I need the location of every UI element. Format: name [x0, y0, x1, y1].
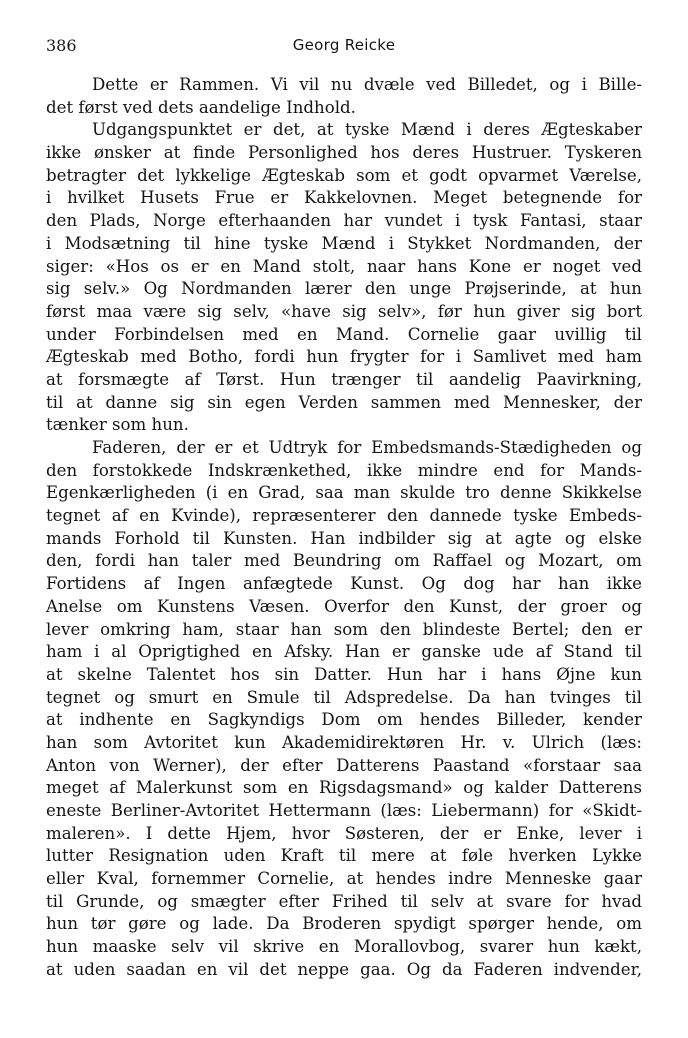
page-number: 386: [46, 36, 77, 55]
text-line: mands Forhold til Kunsten. Han indbilder sig at agte og elske: [46, 528, 642, 548]
text-line: Faderen, der er et Udtryk for Embedsmands-Stædigheden og: [92, 438, 642, 457]
text-line: ikke ønsker at finde Personlighed hos deres Hustruer. Tyskeren: [46, 143, 642, 163]
text-line: at indhente en Sagkyndigs Dom om hendes Billeder, kender: [46, 710, 642, 730]
text-line: Ægteskab med Botho, fordi hun frygter for i Samlivet med ham: [46, 347, 642, 367]
text-line: lutter Resignation uden Kraft til mere at føle hverken Lykke: [46, 846, 642, 866]
text-line: siger: «Hos os er en Mand stolt, naar hans Kone er noget ved: [46, 256, 642, 276]
text-line: Anton von Werner), der efter Datterens Paastand «forstaar saa: [46, 755, 642, 775]
text-line: tænker som hun.: [46, 415, 189, 435]
text-line: i hvilket Husets Frue er Kakkelovnen. Meget betegnende for: [46, 188, 642, 208]
text-line: til at danne sig sin egen Verden sammen med Mennesker, der: [46, 392, 642, 412]
text-line: betragter det lykkelige Ægteskab som et godt opvarmet Værelse,: [46, 165, 642, 185]
text-line: først maa være sig selv, «have sig selv», før hun giver sig bort: [46, 301, 642, 321]
text-line: Anelse om Kunstens Væsen. Overfor den Kunst, der groer og: [46, 596, 642, 616]
text-line: den Plads, Norge efterhaanden har vundet i tysk Fantasi, staar: [46, 211, 642, 231]
text-line: lever omkring ham, staar han som den blindeste Bertel; den er: [46, 619, 642, 639]
page-header: [46, 36, 642, 58]
running-head: Georg Reicke: [292, 36, 396, 54]
text-line: ham i al Oprigtighed en Afsky. Han er ganske ude af Stand til: [46, 642, 642, 662]
text-line: sig selv.» Og Nordmanden lærer den unge Prøjserinde, at hun: [46, 279, 642, 299]
text-line: at uden saadan en vil det neppe gaa. Og da Faderen indvender,: [46, 959, 642, 979]
text-line: det først ved dets aandelige Indhold.: [46, 97, 356, 117]
text-line: at forsmægte af Tørst. Hun trænger til aandelig Paavirkning,: [46, 369, 642, 389]
text-line: eller Kval, fornemmer Cornelie, at hendes indre Menneske gaar: [46, 869, 642, 889]
text-line: Udgangspunktet er det, at tyske Mænd i deres Ægteskaber: [92, 120, 642, 140]
text-line: den, fordi han taler med Beundring om Raffael og Mozart, om: [46, 551, 642, 571]
text-line: han som Avtoritet kun Akademidirektøren Hr. v. Ulrich (læs:: [46, 732, 642, 752]
text-line: Egenkærligheden (i en Grad, saa man skulde tro denne Skikkelse: [46, 483, 642, 503]
text-line: at skelne Talentet hos sin Datter. Hun har i hans Øjne kun: [46, 664, 642, 684]
body-text: [46, 74, 642, 982]
text-line: eneste Berliner-Avtoritet Hettermann (læs: Liebermann) for «Skidt-: [46, 801, 642, 820]
text-line: hun maaske selv vil skrive en Morallovbog, svarer hun kækt,: [46, 937, 642, 957]
text-line: hun tør gøre og lade. Da Broderen spydigt spørger hende, om: [46, 914, 642, 934]
text-line: den forstokkede Indskrænkethed, ikke mindre end for Mands-: [46, 460, 642, 480]
text-line: tegnet og smurt en Smule til Adspredelse. Da han tvinges til: [46, 687, 642, 707]
text-line: i Modsætning til hine tyske Mænd i Stykket Nordmanden, der: [46, 233, 642, 253]
text-line: tegnet af en Kvinde), repræsenterer den dannede tyske Embeds-: [46, 506, 642, 526]
text-line: Dette er Rammen. Vi vil nu dvæle ved Billedet, og i Bille-: [92, 75, 642, 94]
text-line: til Grunde, og smægter efter Frihed til selv at svare for hvad: [46, 891, 642, 911]
text-line: Fortidens af Ingen anfægtede Kunst. Og dog har han ikke: [46, 574, 642, 594]
text-line: maleren». I dette Hjem, hvor Søsteren, der er Enke, lever i: [46, 823, 642, 843]
text-line: meget af Malerkunst som en Rigsdagsmand» og kalder Datterens: [46, 778, 642, 798]
text-line: under Forbindelsen med en Mand. Cornelie gaar uvillig til: [46, 324, 642, 344]
